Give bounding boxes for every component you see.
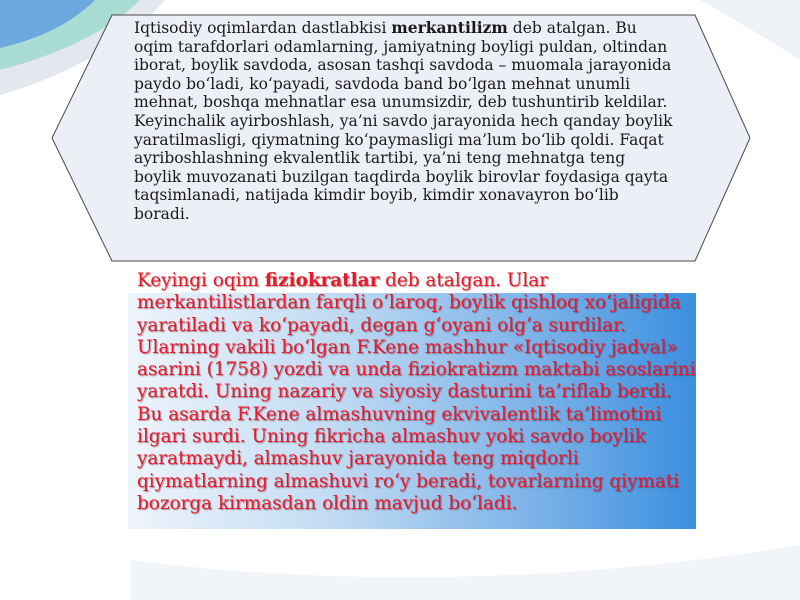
bottom-body: deb atalgan. Ular merkantilistlardan farqli o‘laroq, boylik qishloq xo‘jaligida yaratiladi va ko‘payadi, degan g‘oyani olg‘a surdilar. Ularning vakili bo‘lgan F.Kene mashhur «Iqtisodiy jadval» asarini (1758) yozdi va unda fiziokratizm maktabi asoslarini yaratdi. Uning nazariy va siyosiy dasturini ta’riflab berdi. Bu asarda F.Kene almashuvning ekvivalentlik ta’limotini ilgari surdi. Uning fikricha almashuv yoki savdo boylik yaratmaydi, almashuv jarayonida teng miqdorli qiymatlarning almashuvi ro‘y beradi, tovarlarning qiymati bozorga kirmasdan oldin mavjud bo‘ladi. [137,270,696,514]
merkantilizm-paragraph [134,19,674,224]
top-term: merkantilizm [391,18,508,37]
top-intro: Iqtisodiy oqimlardan dastlabkisi [134,19,392,37]
bottom-term: fiziokratlar [264,270,380,291]
fiziokratlar-paragraph [137,270,697,515]
top-body: deb atalgan. Bu oqim tarafdorlari odamlarning, jamiyatning boyligi puldan, oltindan iborat, boylik savdoda, asosan tashqi savdoda – muomala jarayonida paydo bo‘ladi, ko‘payadi, savdoda band bo‘lgan mehnat unumli mehnat, boshqa mehnatlar esa unumsizdir, deb tushuntirib keldilar. Keyinchalik ayirboshlash, ya’ni savdo jarayonida hech qanday boylik yaratilmasligi, qiymatning ko‘paymasligi ma’lum bo‘lib qoldi. Faqat ayriboshlashning ekvalentlik tartibi, ya’ni teng mehnatga teng boylik muvozanati buzilgan taqdirda boylik birovlar foydasiga qayta taqsimlanadi, natijada kimdir boyib, kimdir xonavayron bo‘lib boradi. [134,19,673,223]
bottom-intro: Keyingi oqim [137,270,265,291]
